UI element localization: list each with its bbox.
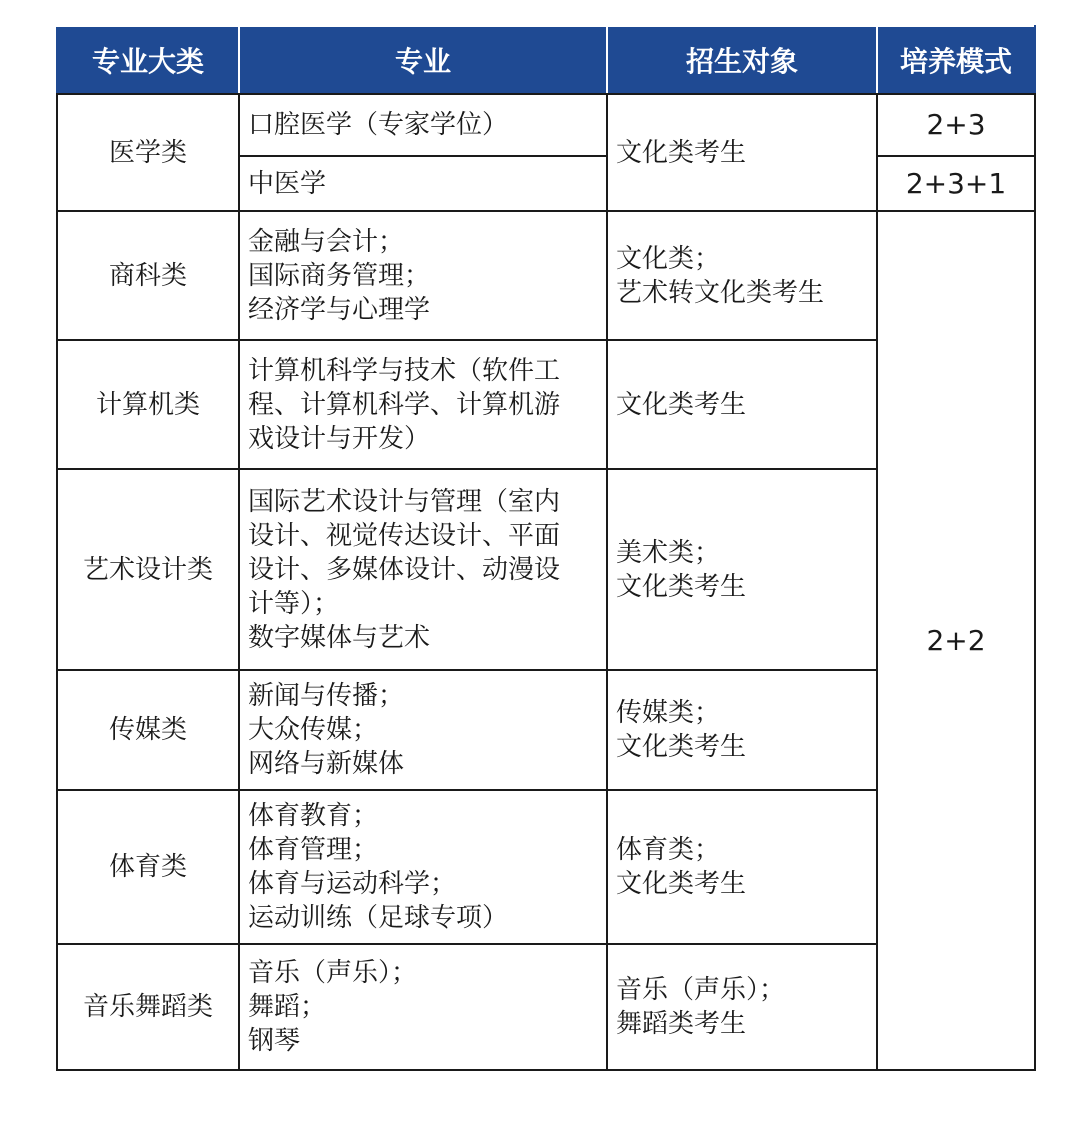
category-cell: 音乐舞蹈类 <box>57 944 239 1070</box>
target-cell <box>607 944 877 1070</box>
target-cell <box>607 790 877 944</box>
target-line: 文化类考生 <box>616 389 747 420</box>
target-line: 传媒类； <box>616 698 721 728</box>
target-cell <box>607 670 877 790</box>
major-line: 设计、多媒体设计、动漫设 <box>248 554 561 585</box>
table-row <box>57 211 1035 340</box>
major-line: 钢琴 <box>248 1026 301 1056</box>
admissions-table <box>56 25 1036 1071</box>
header-major: 专业 <box>239 26 607 94</box>
target-line: 舞蹈类考生 <box>616 1009 747 1039</box>
major-cell <box>239 670 607 790</box>
category-cell: 商科类 <box>57 211 239 340</box>
major-cell <box>239 340 607 469</box>
mode-cell-shared: 2+2 <box>877 211 1035 1070</box>
major-line: 程、计算机科学、计算机游 <box>248 389 561 420</box>
major-line: 计等）； <box>248 588 340 619</box>
category-cell: 医学类 <box>57 94 239 211</box>
major-line: 金融与会计； <box>248 226 405 257</box>
major-line: 体育教育； <box>248 801 379 831</box>
major-cell <box>239 156 607 211</box>
major-line: 口腔医学（专家学位） <box>248 110 509 140</box>
category-cell: 艺术设计类 <box>57 469 239 670</box>
table-header-row <box>57 26 1035 94</box>
major-line: 舞蹈； <box>248 992 327 1022</box>
major-line: 体育与运动科学； <box>248 869 457 899</box>
target-line: 艺术转文化类考生 <box>616 277 825 308</box>
major-cell <box>239 790 607 944</box>
target-line: 文化类考生 <box>616 732 747 762</box>
major-cell <box>239 211 607 340</box>
major-line: 体育管理； <box>248 835 379 865</box>
mode-cell: 2+3 <box>877 94 1035 156</box>
target-line: 文化类考生 <box>616 571 747 602</box>
target-cell <box>607 211 877 340</box>
major-line: 戏设计与开发） <box>248 423 431 454</box>
major-line: 设计、视觉传达设计、平面 <box>248 520 561 551</box>
mode-cell: 2+3+1 <box>877 156 1035 211</box>
major-line: 国际艺术设计与管理（室内 <box>248 486 561 517</box>
target-line: 美术类； <box>616 537 721 568</box>
header-category: 专业大类 <box>57 26 239 94</box>
major-line: 运动训练（足球专项） <box>248 903 509 933</box>
major-line: 音乐（声乐）； <box>248 958 418 988</box>
major-line: 新闻与传播； <box>248 681 405 711</box>
major-cell <box>239 944 607 1070</box>
category-cell: 计算机类 <box>57 340 239 469</box>
target-line: 文化类考生 <box>616 869 747 899</box>
major-line: 计算机科学与技术（软件工 <box>248 355 561 386</box>
table-row <box>57 94 1035 156</box>
target-line: 文化类； <box>616 243 721 274</box>
major-line: 数字媒体与艺术 <box>248 622 431 653</box>
target-line: 体育类； <box>616 835 721 865</box>
target-cell <box>607 340 877 469</box>
major-line: 国际商务管理； <box>248 260 431 291</box>
header-mode: 培养模式 <box>877 26 1035 94</box>
target-line: 文化类考生 <box>616 137 747 168</box>
major-line: 中医学 <box>248 168 327 199</box>
category-cell: 体育类 <box>57 790 239 944</box>
category-cell: 传媒类 <box>57 670 239 790</box>
major-cell <box>239 94 607 156</box>
major-line: 经济学与心理学 <box>248 294 431 325</box>
target-cell <box>607 94 877 211</box>
major-line: 大众传媒； <box>248 715 379 745</box>
header-target: 招生对象 <box>607 26 877 94</box>
target-cell <box>607 469 877 670</box>
major-line: 网络与新媒体 <box>248 749 405 779</box>
major-cell <box>239 469 607 670</box>
target-line: 音乐（声乐）； <box>616 975 786 1005</box>
